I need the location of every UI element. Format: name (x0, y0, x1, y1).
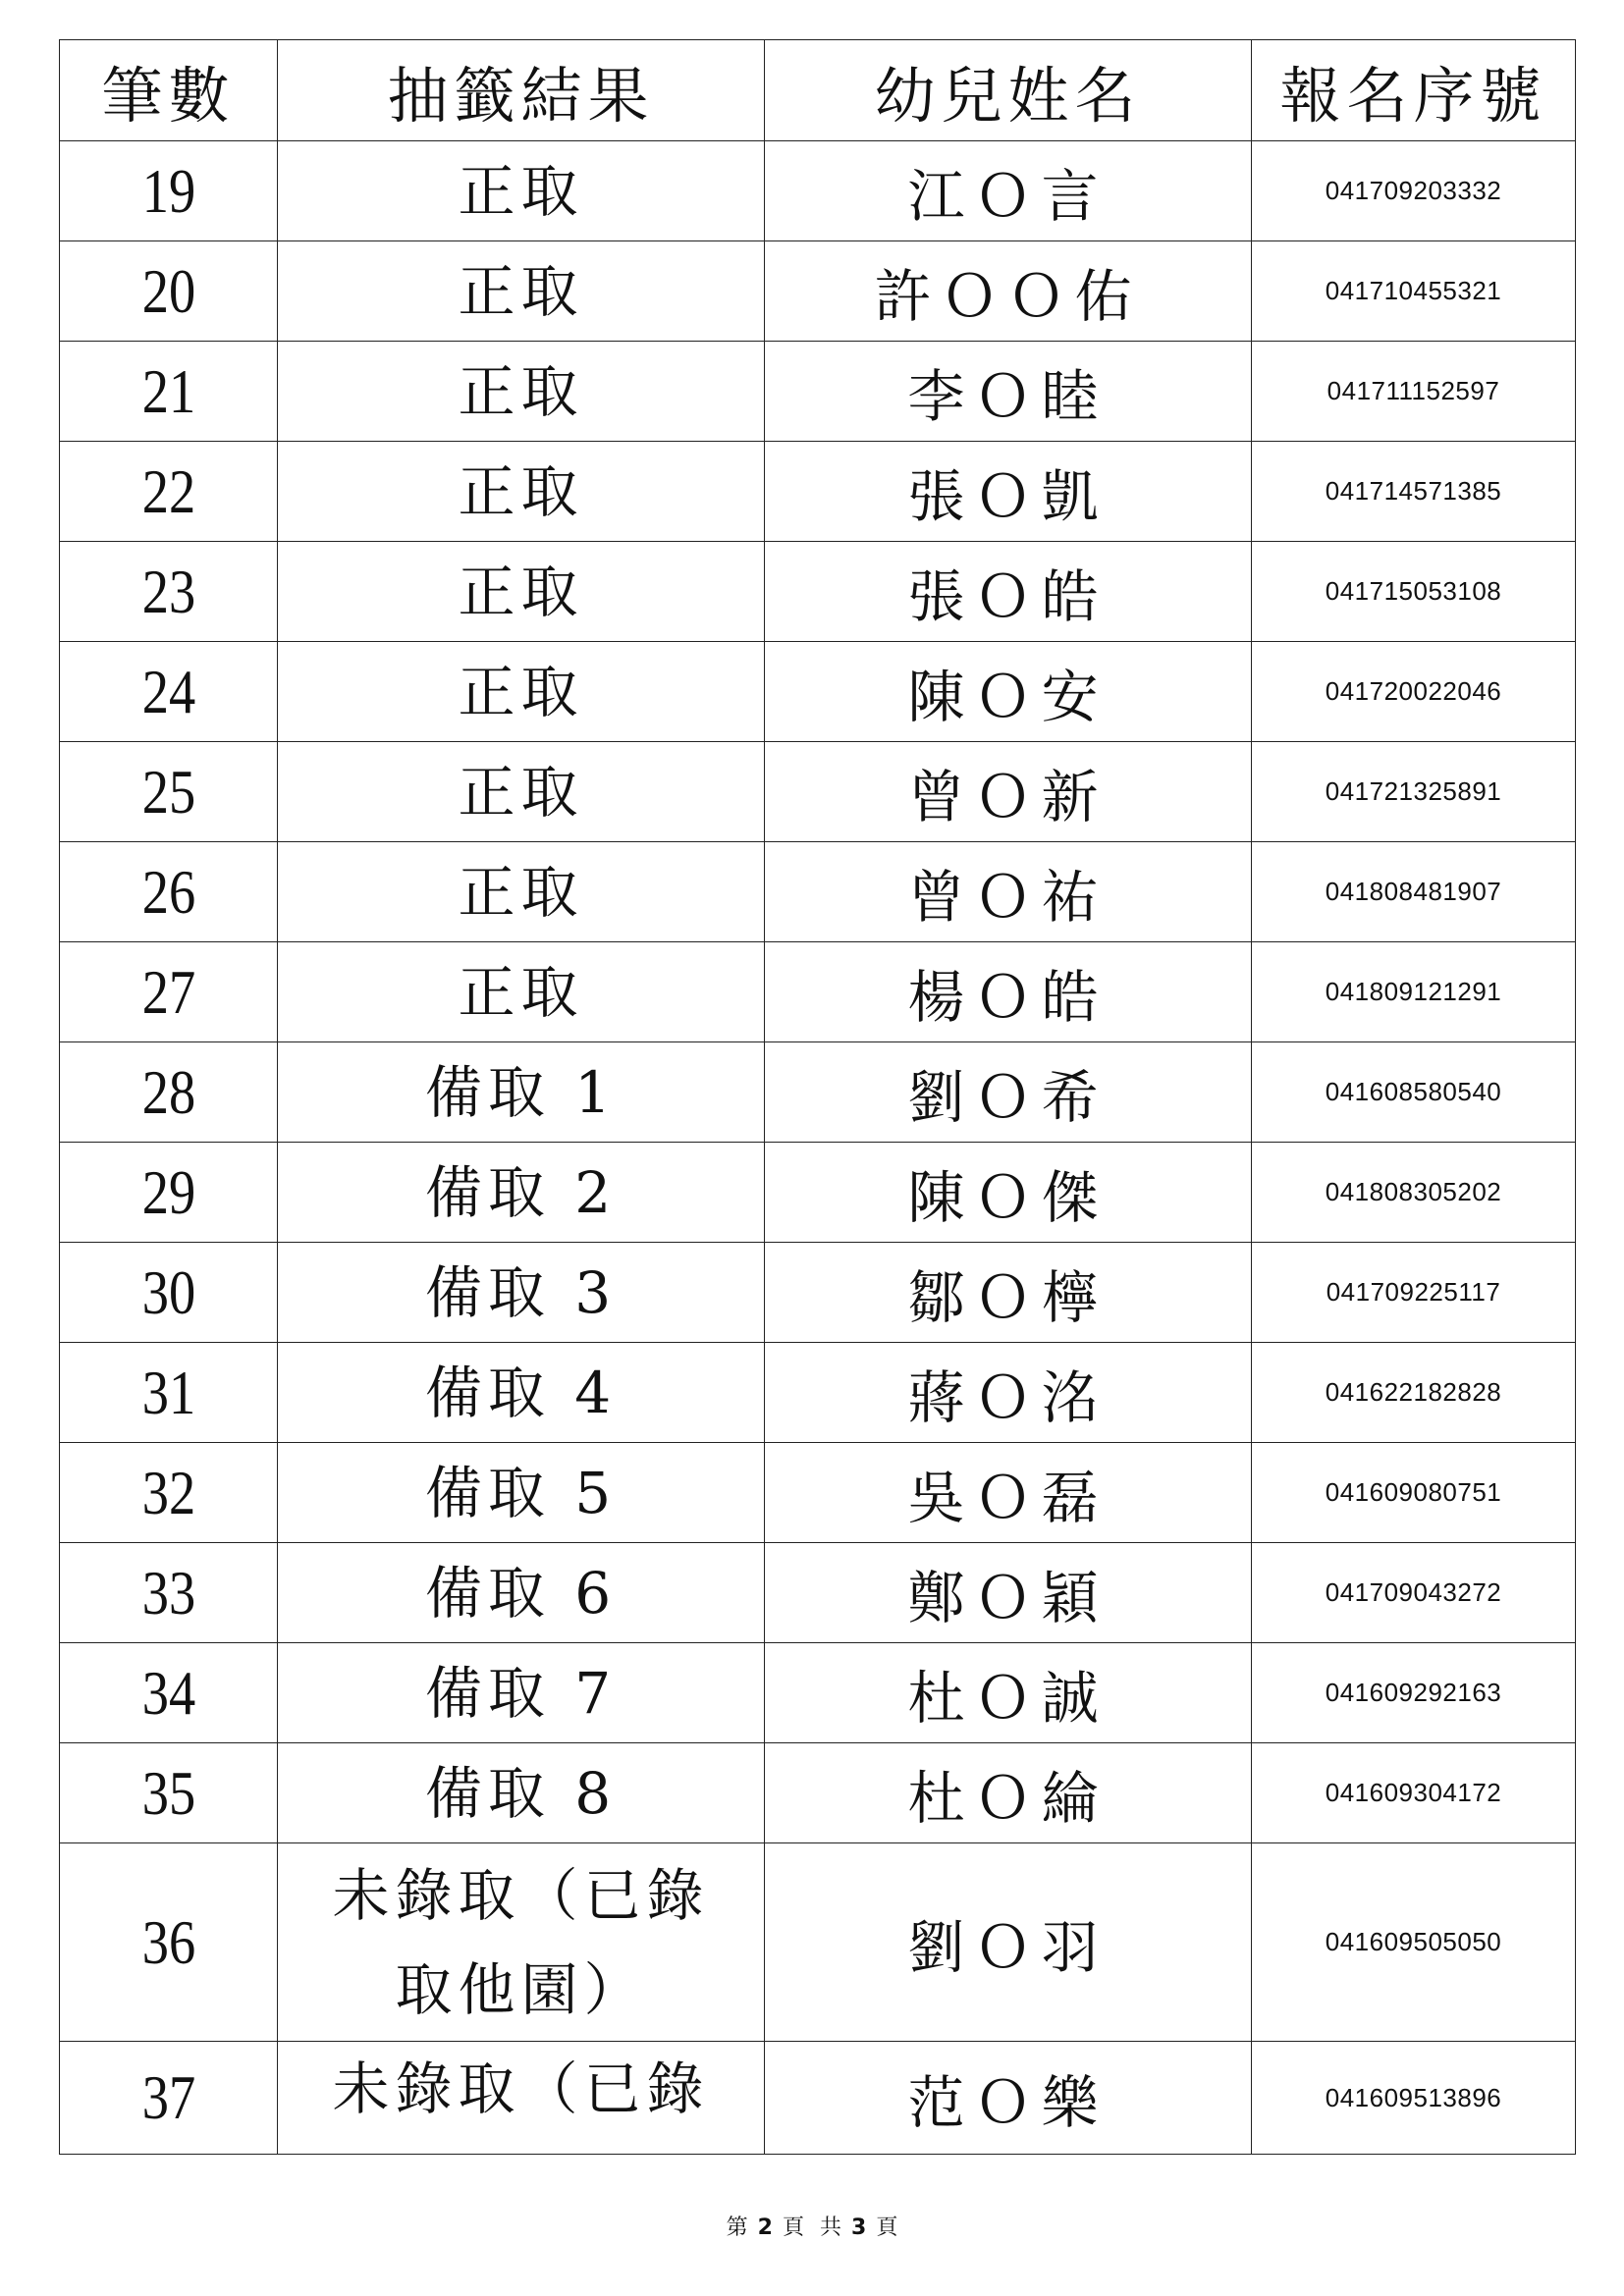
row-child-name: 陳Ｏ安 (765, 642, 1252, 742)
row-registration-number: 041715053108 (1252, 542, 1576, 642)
row-child-name: 張Ｏ凱 (765, 442, 1252, 542)
row-result-text: 備取 7 (424, 1659, 618, 1727)
table-row (60, 742, 1576, 842)
page-footer (0, 2211, 1624, 2241)
row-result-text: 備取 8 (424, 1759, 618, 1827)
row-registration-number: 041808481907 (1252, 842, 1576, 942)
row-result-text: 正取 (458, 658, 584, 725)
row-registration-number: 041714571385 (1252, 442, 1576, 542)
table-row (60, 241, 1576, 342)
row-result-text: 備取 2 (424, 1158, 618, 1226)
footer-total-word: 共 (820, 2216, 842, 2240)
row-count: 33 (76, 1543, 261, 1643)
row-child-name: 劉Ｏ希 (765, 1042, 1252, 1143)
row-registration-number: 041720022046 (1252, 642, 1576, 742)
row-result-text: 正取 (458, 157, 584, 225)
row-result (278, 942, 765, 1042)
row-child-name: 鄭Ｏ穎 (765, 1543, 1252, 1643)
row-registration-number: 041609080751 (1252, 1443, 1576, 1543)
header-result: 抽籤結果 (278, 40, 765, 141)
row-count: 37 (76, 2042, 261, 2155)
row-child-name: 吳Ｏ磊 (765, 1443, 1252, 1543)
row-count: 23 (76, 542, 261, 642)
row-result (278, 1042, 765, 1143)
table-row (60, 342, 1576, 442)
row-result-text: 正取 (458, 758, 584, 826)
row-child-name: 范Ｏ樂 (765, 2042, 1252, 2155)
row-result-text: 正取 (458, 457, 584, 525)
row-child-name: 杜Ｏ誠 (765, 1643, 1252, 1743)
row-registration-number: 041709225117 (1252, 1243, 1576, 1343)
row-count: 35 (76, 1743, 261, 1843)
row-registration-number: 041608580540 (1252, 1042, 1576, 1143)
row-child-name: 蔣Ｏ洺 (765, 1343, 1252, 1443)
row-result (278, 342, 765, 442)
table-row (60, 1243, 1576, 1343)
row-result-text: 備取 3 (424, 1258, 618, 1326)
row-result (278, 141, 765, 241)
table-body (60, 141, 1576, 2155)
row-result (278, 642, 765, 742)
table-row (60, 842, 1576, 942)
row-result (278, 2042, 765, 2155)
row-count: 30 (76, 1243, 261, 1343)
header-count: 筆數 (60, 40, 278, 141)
row-result (278, 1143, 765, 1243)
header-child-name: 幼兒姓名 (765, 40, 1252, 141)
row-registration-number: 041709203332 (1252, 141, 1576, 241)
row-registration-number: 041711152597 (1252, 342, 1576, 442)
row-registration-number: 041622182828 (1252, 1343, 1576, 1443)
row-child-name: 許ＯＯ佑 (765, 241, 1252, 342)
lottery-results-table (59, 39, 1576, 2155)
table-row (60, 1343, 1576, 1443)
header-row (60, 40, 1576, 141)
row-result (278, 442, 765, 542)
header-registration-number: 報名序號 (1252, 40, 1576, 141)
row-result-text: 未錄取（已錄取他園） (332, 1861, 710, 2023)
row-child-name: 陳Ｏ傑 (765, 1143, 1252, 1243)
row-child-name: 李Ｏ睦 (765, 342, 1252, 442)
row-result (278, 1643, 765, 1743)
footer-page-word-2: 頁 (876, 2216, 898, 2240)
row-count: 21 (76, 342, 261, 442)
row-registration-number: 041609505050 (1252, 1843, 1576, 2042)
table-row (60, 1042, 1576, 1143)
row-result (278, 742, 765, 842)
table-row (60, 442, 1576, 542)
row-count: 22 (76, 442, 261, 542)
row-result (278, 1543, 765, 1643)
row-result (278, 1743, 765, 1843)
row-count: 32 (76, 1443, 261, 1543)
row-count: 36 (76, 1843, 261, 2042)
table-row (60, 1143, 1576, 1243)
table-row (60, 1643, 1576, 1743)
table-row (60, 942, 1576, 1042)
row-registration-number: 041609513896 (1252, 2042, 1576, 2155)
row-registration-number: 041721325891 (1252, 742, 1576, 842)
row-result-text: 未錄取（已錄 (332, 2056, 710, 2122)
table-header (60, 40, 1576, 141)
row-result-text: 正取 (458, 558, 584, 625)
table-row (60, 542, 1576, 642)
row-count: 24 (76, 642, 261, 742)
row-result (278, 241, 765, 342)
row-child-name: 江Ｏ言 (765, 141, 1252, 241)
row-result (278, 542, 765, 642)
row-registration-number: 041808305202 (1252, 1143, 1576, 1243)
table-row (60, 642, 1576, 742)
row-result-text: 正取 (458, 257, 584, 325)
row-count: 26 (76, 842, 261, 942)
row-result-text: 正取 (458, 858, 584, 926)
row-result-text: 正取 (458, 357, 584, 425)
row-result (278, 1443, 765, 1543)
row-result-text: 備取 5 (424, 1459, 618, 1526)
row-child-name: 鄒Ｏ檸 (765, 1243, 1252, 1343)
row-count: 34 (76, 1643, 261, 1743)
row-result (278, 842, 765, 942)
row-result-text: 備取 4 (424, 1359, 618, 1426)
row-child-name: 劉Ｏ羽 (765, 1843, 1252, 2042)
table-row (60, 1543, 1576, 1643)
row-child-name: 曾Ｏ新 (765, 742, 1252, 842)
row-registration-number: 041710455321 (1252, 241, 1576, 342)
row-registration-number: 041609292163 (1252, 1643, 1576, 1743)
table-row (60, 141, 1576, 241)
table-row (60, 2042, 1576, 2155)
footer-total-pages: 3 (851, 2216, 867, 2240)
row-result-text: 備取 6 (424, 1559, 618, 1627)
row-count: 28 (76, 1042, 261, 1143)
footer-prefix: 第 (726, 2216, 748, 2240)
row-child-name: 張Ｏ皓 (765, 542, 1252, 642)
footer-current-page: 2 (757, 2216, 773, 2240)
row-count: 31 (76, 1343, 261, 1443)
row-registration-number: 041809121291 (1252, 942, 1576, 1042)
row-child-name: 楊Ｏ皓 (765, 942, 1252, 1042)
row-result (278, 1243, 765, 1343)
row-result-text: 正取 (458, 958, 584, 1026)
row-count: 20 (76, 241, 261, 342)
row-child-name: 杜Ｏ綸 (765, 1743, 1252, 1843)
row-registration-number: 041609304172 (1252, 1743, 1576, 1843)
row-registration-number: 041709043272 (1252, 1543, 1576, 1643)
table-row (60, 1443, 1576, 1543)
row-count: 25 (76, 742, 261, 842)
footer-page-word: 頁 (782, 2216, 804, 2240)
row-count: 19 (76, 141, 261, 241)
table-row (60, 1843, 1576, 2042)
row-result (278, 1343, 765, 1443)
row-result-text: 備取 1 (424, 1058, 618, 1126)
row-child-name: 曾Ｏ祐 (765, 842, 1252, 942)
row-count: 27 (76, 942, 261, 1042)
row-result (278, 1843, 765, 2042)
table-row (60, 1743, 1576, 1843)
row-count: 29 (76, 1143, 261, 1243)
